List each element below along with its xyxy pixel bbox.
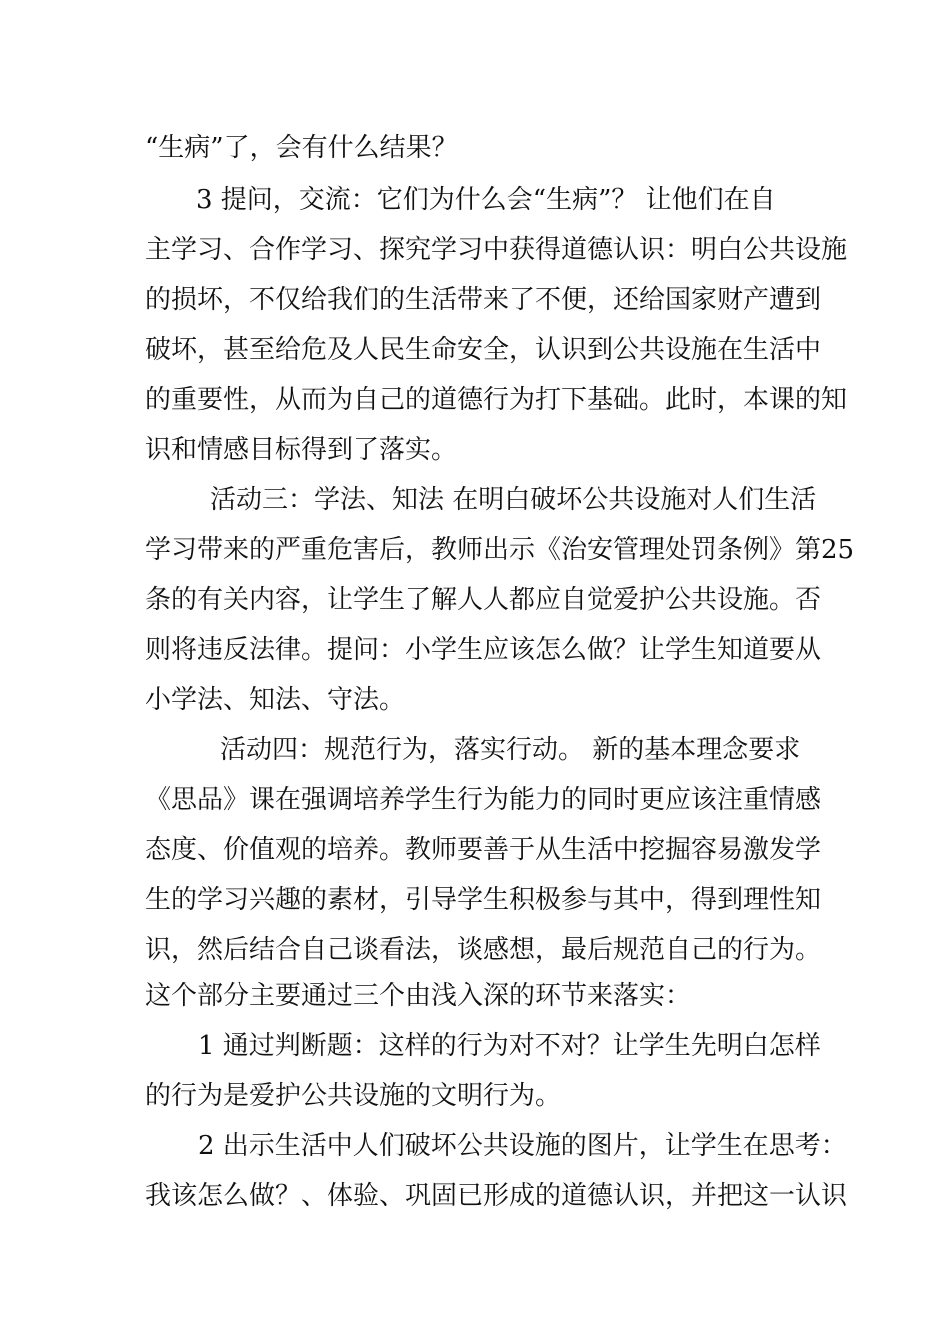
text-line: 的重要性，从而为自己的道德行为打下基础。此时，本课的知 (145, 385, 848, 415)
text-line: 的行为是爱护公共设施的文明行为。 (145, 1081, 562, 1111)
text-line: 《思品》课在强调培养学生行为能力的同时更应该注重情感 (145, 785, 822, 815)
text-line: 学习带来的严重危害后，教师出示《治安管理处罚条例》第25 (145, 535, 855, 565)
text-line: 破坏，甚至给危及人民生命安全，认识到公共设施在生活中 (145, 335, 822, 365)
text-line: 的损坏，不仅给我们的生活带来了不便，还给国家财产遭到 (145, 285, 822, 315)
text-line: 3 提问，交流：它们为什么会“生病”？ 让他们在自 (196, 185, 776, 215)
text-line: 1 通过判断题：这样的行为对不对？让学生先明白怎样 (198, 1031, 821, 1061)
text-line: 条的有关内容，让学生了解人人都应自觉爱护公共设施。否 (145, 585, 822, 615)
text-line: 态度、价值观的培养。教师要善于从生活中挖掘容易激发学 (145, 835, 822, 865)
text-line: “生病”了，会有什么结果？ (145, 133, 458, 163)
text-line: 我该怎么做？、体验、巩固已形成的道德认识，并把这一认识 (145, 1181, 848, 1211)
text-line: 则将违反法律。提问：小学生应该怎么做？让学生知道要从 (145, 635, 822, 665)
text-line: 生的学习兴趣的素材，引导学生积极参与其中，得到理性知 (145, 885, 822, 915)
text-line: 识，然后结合自己谈看法，谈感想，最后规范自己的行为。 (145, 935, 822, 965)
text-line: 小学法、知法、守法。 (145, 685, 406, 715)
text-line: 活动三：学法、知法 在明白破坏公共设施对人们生活 (210, 485, 817, 515)
text-line: 识和情感目标得到了落实。 (145, 435, 458, 465)
text-line: 2 出示生活中人们破坏公共设施的图片，让学生在思考： (198, 1131, 847, 1161)
text-line: 活动四：规范行为，落实行动。 新的基本理念要求 (220, 735, 801, 765)
text-line: 主学习、合作学习、探究学习中获得道德认识：明白公共设施 (145, 235, 848, 265)
text-line: 这个部分主要通过三个由浅入深的环节来落实： (145, 981, 692, 1011)
